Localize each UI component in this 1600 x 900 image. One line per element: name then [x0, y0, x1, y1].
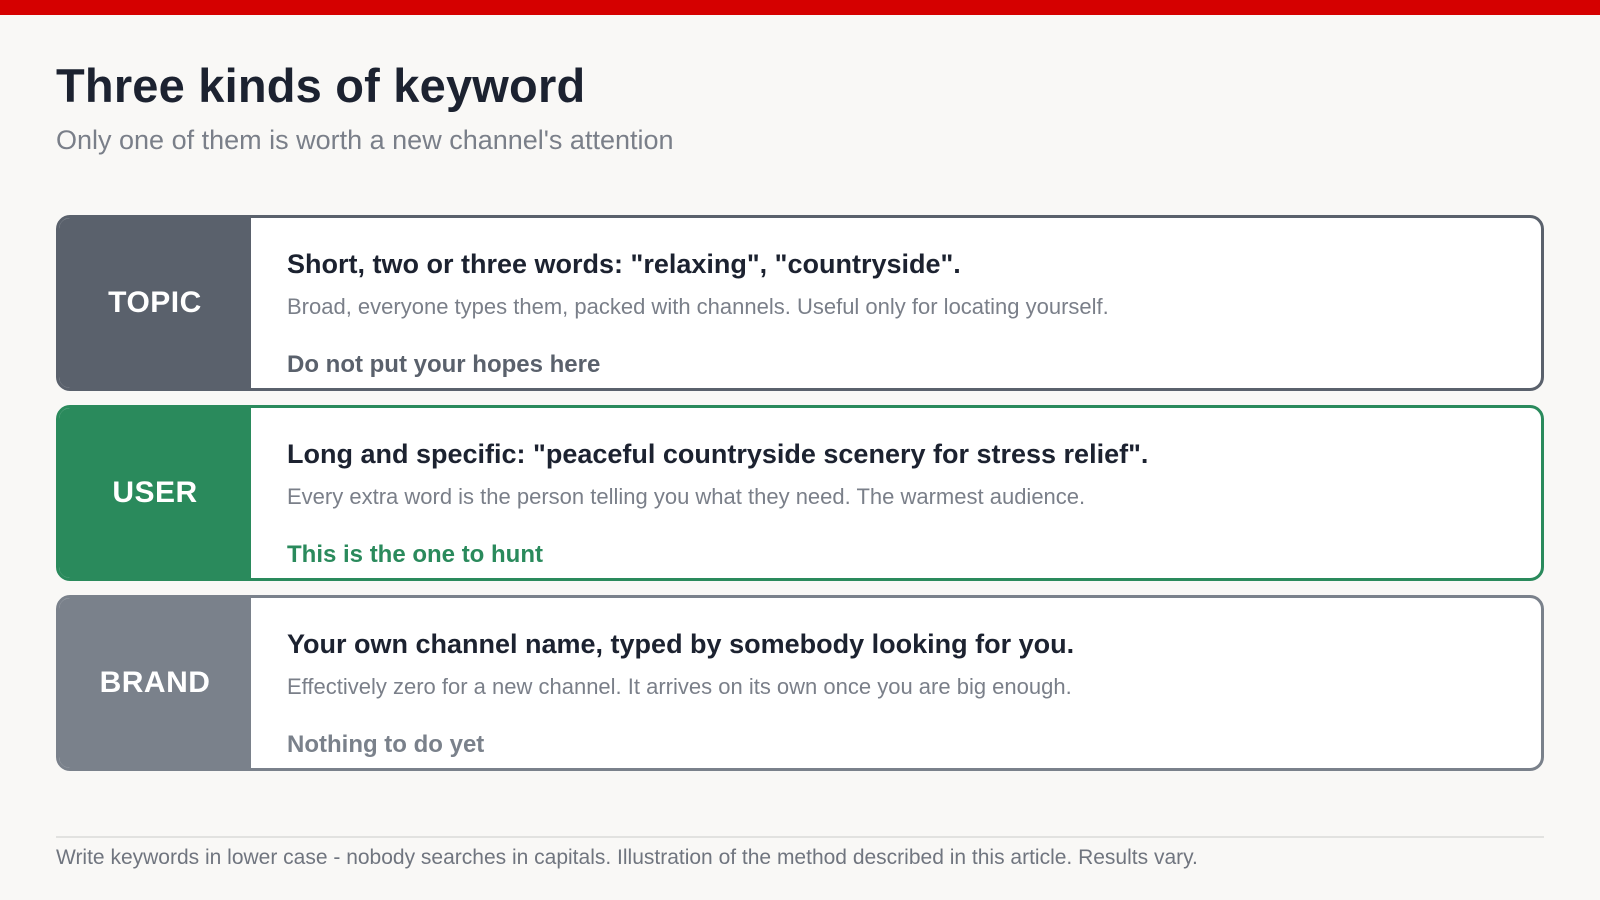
card-description: Effectively zero for a new channel. It arrives on its own once you are big enough. [287, 674, 1072, 699]
card-description: Broad, everyone types them, packed with channels. Useful only for locating yourself. [287, 294, 1109, 319]
keyword-card-brand [56, 595, 1544, 771]
card-verdict: Do not put your hopes here [287, 351, 601, 378]
card-verdict: Nothing to do yet [287, 731, 485, 758]
card-description: Every extra word is the person telling you what they need. The warmest audience. [287, 484, 1086, 509]
card-verdict: This is the one to hunt [287, 541, 543, 568]
card-heading: Long and specific: "peaceful countryside scenery for stress relief". [287, 439, 1149, 469]
card-heading: Your own channel name, typed by somebody looking for you. [287, 629, 1075, 659]
page-subtitle: Only one of them is worth a new channel's attention [56, 125, 674, 155]
card-label-block [59, 218, 251, 388]
card-label-block [59, 598, 251, 768]
card-label: TOPIC [108, 286, 202, 319]
page-title: Three kinds of keyword [56, 59, 586, 112]
card-label-block [59, 408, 251, 578]
footer-divider [56, 836, 1544, 838]
card-label: BRAND [99, 666, 211, 699]
keyword-card-user [56, 405, 1544, 581]
footer-note: Write keywords in lower case - nobody searches in capitals. Illustration of the method described in this article. Results vary. [56, 846, 1198, 869]
card-label: USER [112, 476, 198, 509]
top-accent-bar [0, 0, 1600, 15]
card-heading: Short, two or three words: "relaxing", "countryside". [287, 249, 961, 279]
keyword-card-topic [56, 215, 1544, 391]
